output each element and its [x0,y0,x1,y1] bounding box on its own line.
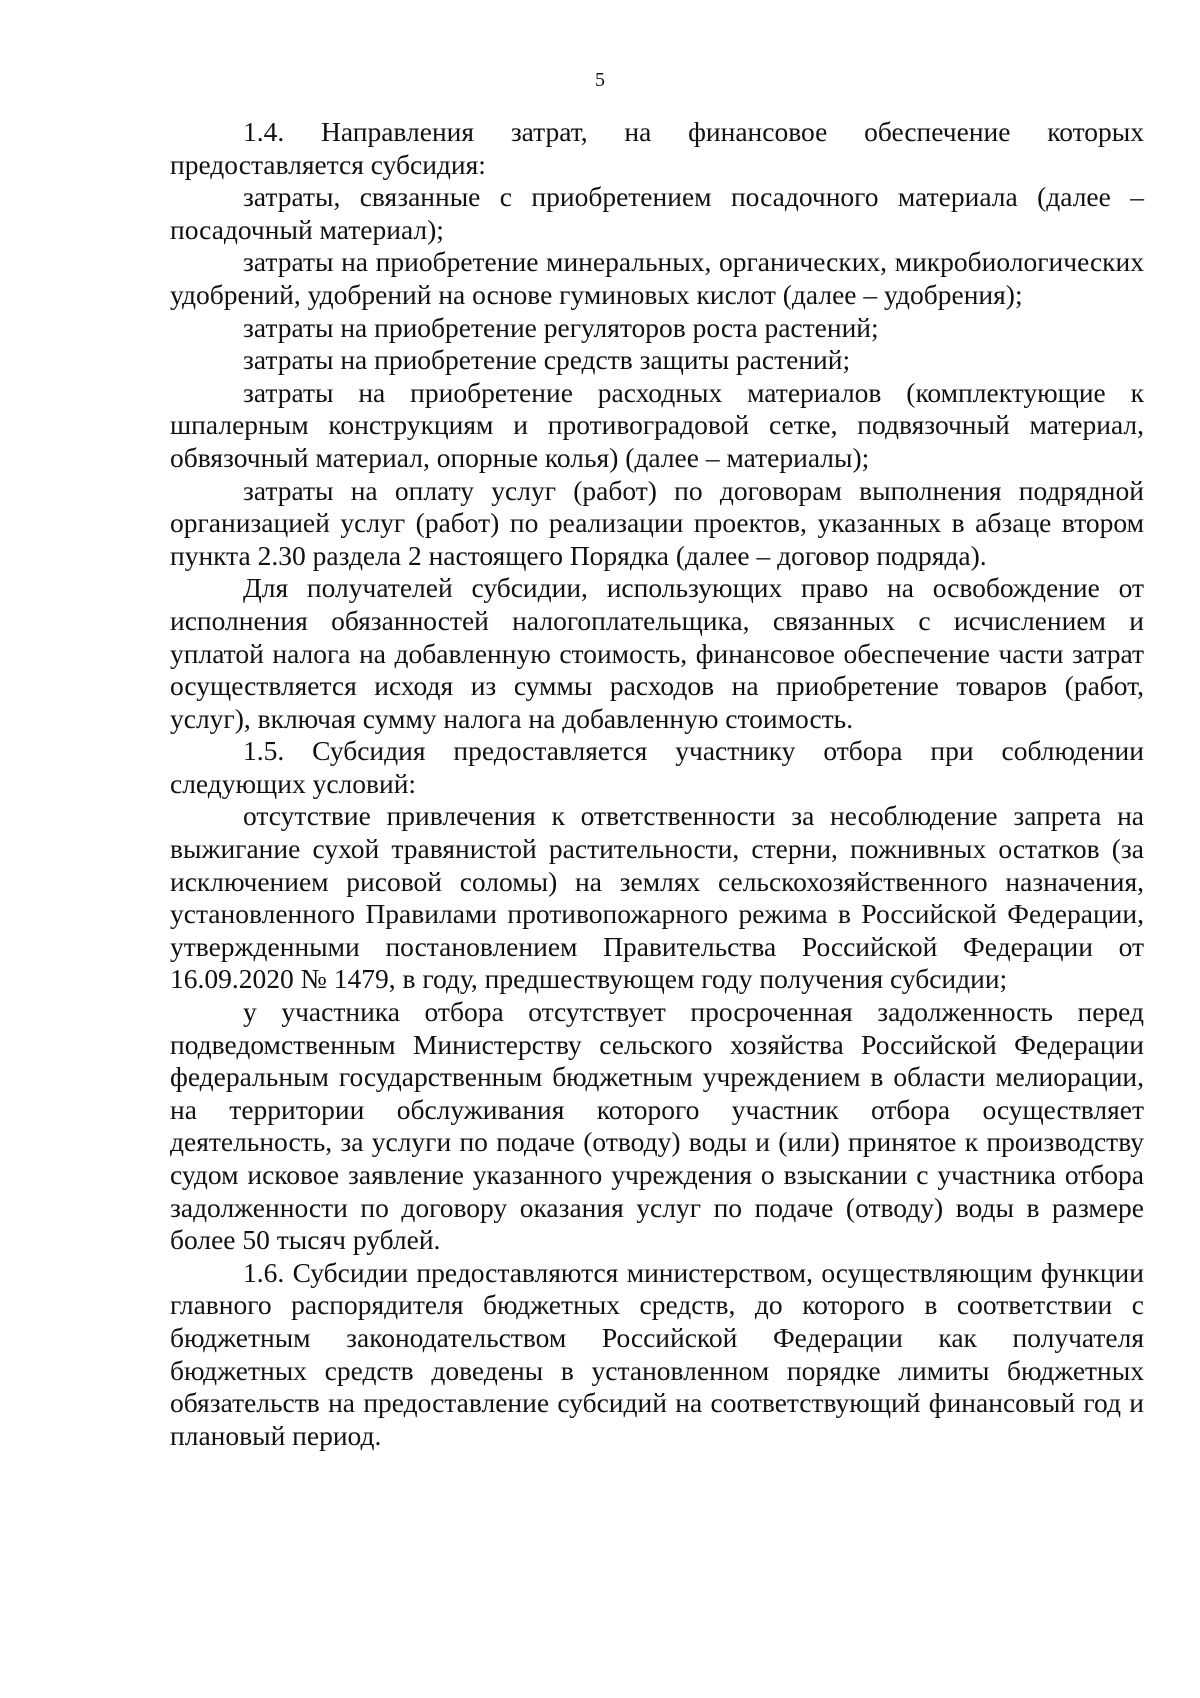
paragraph-burning-ban: отсутствие привлечения к ответственности за несоблюдение запрета на выжигание сухой травянистой растительности, стерни, пожнивных остатков (за исключением рисовой соломы) на землях сельскохозяйственного назначения, установленного Правилами противопожарного режима в Российской Федерации, утвержденными постановлением Правительства Российской Федерации от 16.09.2020 № 1479, в году, предшествующем году получения субсидии; [170,800,1144,995]
page-number: 5 [595,69,605,91]
paragraph-1-4-heading: 1.4. Направления затрат, на финансовое обеспечение которых предоставляется субсидия: [170,116,1144,180]
paragraph-1-6-heading: 1.6. Субсидии предоставляются министерством, осуществляющим функции главного распорядителя бюджетных средств, до которого в соответствии с бюджетным законодательством Российской Федерации как получателя бюджетных средств доведены в установленном порядке лимиты бюджетных обязательств на предоставление субсидий на соответствующий финансовый год и плановый период. [170,1256,1144,1451]
paragraph-contract-services: затраты на оплату услуг (работ) по договорам выполнения подрядной организацией услуг (работ) по реализации проектов, указанных в абзаце втором пункта 2.30 раздела 2 настоящего Порядка (далее – договор подряда). [170,474,1144,571]
document-body [170,116,1144,1452]
paragraph-consumables: затраты на приобретение расходных материалов (комплектующие к шпалерным конструкциям и противоградовой сетке, подвязочный материал, обвязочный материал, опорные колья) (далее – материалы); [170,376,1144,473]
paragraph-vat-exemption: Для получателей субсидии, использующих право на освобождение от исполнения обязанностей налогоплательщика, связанных с исчислением и уплатой налога на добавленную стоимость, финансовое обеспечение части затрат осуществляется исходя из суммы расходов на приобретение товаров (работ, услуг), включая сумму налога на добавленную стоимость. [170,572,1144,734]
paragraph-1-5-heading: 1.5. Субсидия предоставляется участнику отбора при соблюдении следующих условий: [170,735,1144,799]
paragraph-growth-regulators: затраты на приобретение регуляторов роста растений; [243,311,879,343]
paragraph-fertilizers: затраты на приобретение минеральных, органических, микробиологических удобрений, удобрений на основе гуминовых кислот (далее – удобрения); [170,246,1144,310]
paragraph-water-debt: у участника отбора отсутствует просроченная задолженность перед подведомственным Министерству сельского хозяйства Российской Федерации федеральным государственным бюджетным учреждением в области мелиорации, на территории обслуживания которого участник отбора осуществляет деятельность, за услуги по подаче (отводу) воды и (или) принятое к производству судом исковое заявление указанного учреждения о взыскании с участника отбора задолженности по договору оказания услуг по подаче (отводу) воды в размере более 50 тысяч рублей. [170,996,1144,1256]
paragraph-planting-material: затраты, связанные с приобретением посадочного материала (далее – посадочный материал); [170,181,1144,245]
paragraph-plant-protection: затраты на приобретение средств защиты растений; [243,344,851,376]
